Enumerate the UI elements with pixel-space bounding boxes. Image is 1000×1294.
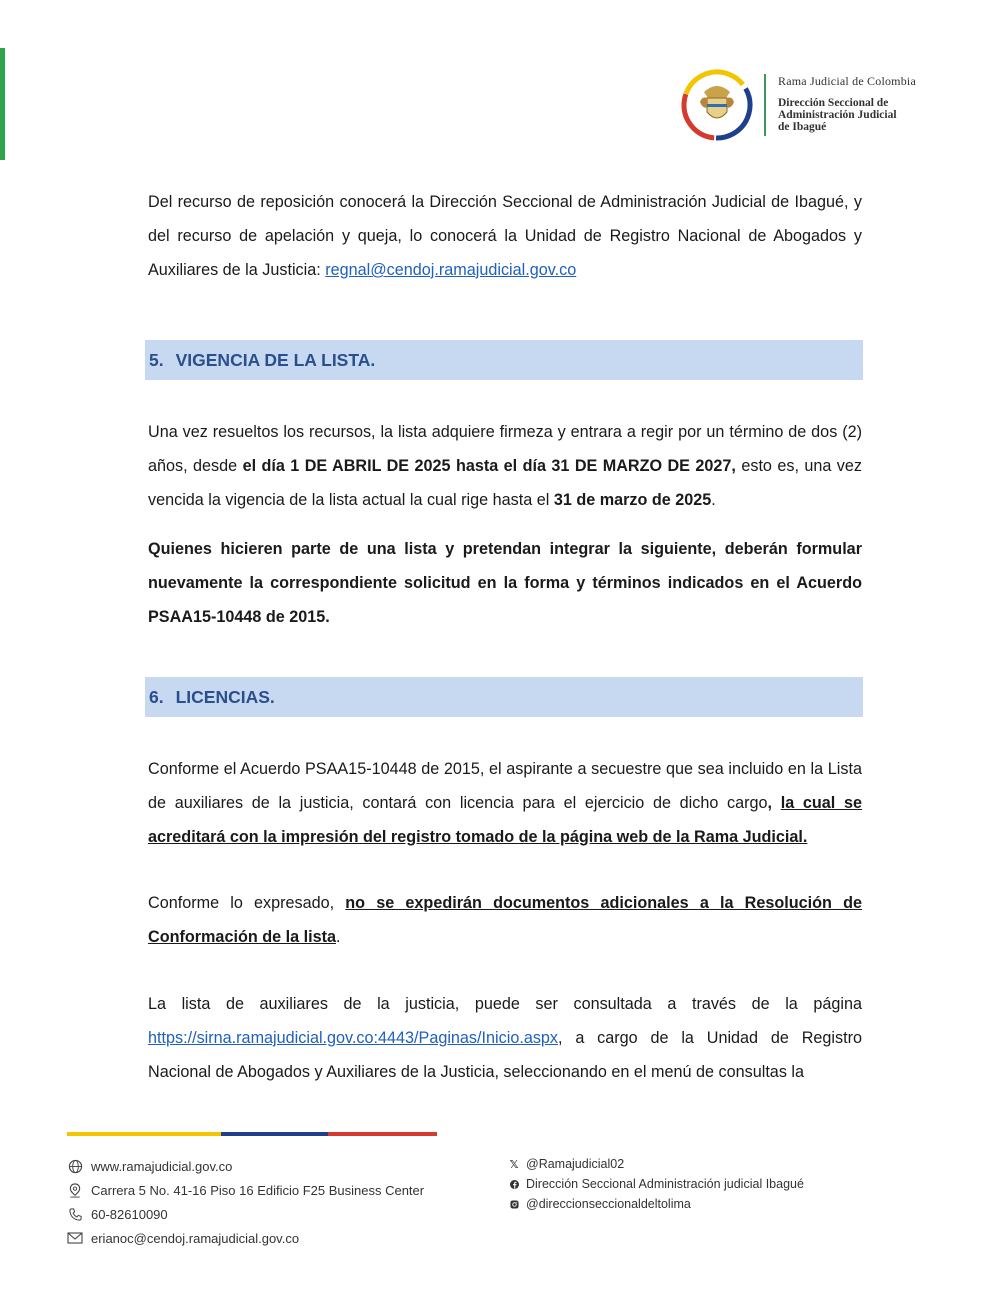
- phone-icon: [67, 1206, 83, 1222]
- footer-website-row: [67, 1154, 424, 1178]
- s5-p1-dates: el día 1 DE ABRIL DE 2025 hasta el día 31 DE MARZO DE 2027,: [242, 457, 736, 475]
- s6-p2-text-a: Conforme lo expresado,: [148, 894, 346, 912]
- s6-p1-emphasis: la cual se acreditará con la impresión del registro tomado de la página web de la Rama Judicial.: [148, 794, 862, 846]
- footer-email-row: [67, 1226, 424, 1250]
- coat-of-arms-icon: [680, 68, 756, 144]
- twitter-link[interactable]: @Ramajudicial02: [526, 1157, 625, 1171]
- facebook-link[interactable]: Dirección Seccional Administración judicial Ibagué: [526, 1177, 804, 1191]
- s5-p1-end-date: 31 de marzo de 2025: [553, 491, 712, 509]
- section-6-heading: [145, 677, 863, 717]
- s5-p1-text-a: Una vez resueltos los recursos, la lista adquiere firmeza y entrara a regir por un término de dos (2) años, desde: [148, 423, 862, 475]
- section-5-heading: [145, 340, 863, 380]
- institution-name: Rama Judicial de Colombia: [778, 74, 916, 88]
- section-6-paragraph-1: [148, 752, 862, 854]
- footer-rule-yellow: [67, 1132, 221, 1136]
- s6-p2-period: .: [336, 928, 341, 946]
- section-5-paragraph-2: [148, 532, 862, 634]
- section-5-number: 5.: [149, 349, 164, 370]
- instagram-link[interactable]: @direccionseccionaldeltolima: [526, 1197, 691, 1211]
- s6-p1-text-a: Conforme el Acuerdo PSAA15-10448 de 2015, el aspirante a secuestre que sea incluido en la Lista de auxiliares de la justicia, contará con licencia para el ejercicio de dicho cargo: [148, 760, 862, 812]
- footer-rule-blue: [221, 1132, 328, 1136]
- facebook-icon: [508, 1176, 520, 1192]
- regnal-email-link[interactable]: regnal@cendoj.ramajudicial.gov.co: [325, 261, 577, 279]
- s5-p2-text: Quienes hicieren parte de una lista y pretendan integrar la siguiente, deberán formular nuevamente la correspondiente solicitud en la forma y términos indicados en el Acuerdo PSAA15-10448 de 2015.: [148, 540, 862, 626]
- x-twitter-icon: 𝕏: [509, 1158, 519, 1171]
- s6-p3-text-b: , a cargo de la Unidad de Registro Nacional de Abogados y Auxiliares de la Justicia, seleccionando en el menú de consultas la: [148, 1029, 862, 1081]
- intro-paragraph: [148, 185, 862, 287]
- section-5-paragraph-1: [148, 415, 862, 517]
- footer-email-link[interactable]: erianoc@cendoj.ramajudicial.gov.co: [91, 1230, 300, 1246]
- globe-icon: [67, 1158, 83, 1174]
- s6-p2-emphasis: no se expedirán documentos adicionales a la Resolución de Conformación de la lista: [148, 894, 862, 946]
- location-pin-icon: [67, 1182, 83, 1198]
- header-logo: [680, 68, 940, 142]
- footer-instagram-row: [508, 1194, 804, 1214]
- intro-text: Del recurso de reposición conocerá la Dirección Seccional de Administración Judicial de Ibagué, y del recurso de apelación y queja, lo conocerá la Unidad de Registro Nacional de Abogados y Auxiliares de la Justicia:: [148, 193, 862, 279]
- instagram-icon: [508, 1196, 520, 1212]
- footer-phone-row: [67, 1202, 424, 1226]
- footer-rule-red: [328, 1132, 437, 1136]
- section-6-paragraph-3: [148, 987, 862, 1089]
- mail-icon: [67, 1230, 83, 1246]
- footer-twitter-row: [508, 1154, 804, 1174]
- unit-line-3: de Ibagué: [778, 121, 827, 133]
- section-6-title: LICENCIAS.: [175, 686, 275, 707]
- section-5-title: VIGENCIA DE LA LISTA.: [175, 349, 376, 370]
- logo-divider: [764, 74, 766, 136]
- s6-p1-comma: ,: [767, 794, 781, 812]
- website-link[interactable]: www.ramajudicial.gov.co: [91, 1158, 233, 1174]
- footer-facebook-row: [508, 1174, 804, 1194]
- address-text: Carrera 5 No. 41-16 Piso 16 Edificio F25 Business Center: [91, 1182, 425, 1198]
- section-6-paragraph-2: [148, 886, 862, 954]
- s6-p3-text-a: La lista de auxiliares de la justicia, puede ser consultada a través de la página: [148, 995, 862, 1013]
- phone-text: 60-82610090: [91, 1206, 168, 1222]
- footer-social: [508, 1154, 804, 1214]
- footer-address-row: [67, 1178, 424, 1202]
- section-6-number: 6.: [149, 686, 164, 707]
- s5-p1-text-c: esto es, una vez vencida la vigencia de la lista actual la cual rige hasta el: [148, 457, 862, 509]
- logo-text: [778, 74, 916, 133]
- sirna-link[interactable]: https://sirna.ramajudicial.gov.co:4443/Paginas/Inicio.aspx: [148, 1029, 559, 1047]
- left-accent-bar: [0, 48, 5, 160]
- unit-line-1: Dirección Seccional de: [778, 97, 889, 109]
- footer-contact: [67, 1154, 424, 1250]
- s5-p1-period: .: [711, 491, 716, 509]
- unit-line-2: Administración Judicial: [778, 109, 897, 121]
